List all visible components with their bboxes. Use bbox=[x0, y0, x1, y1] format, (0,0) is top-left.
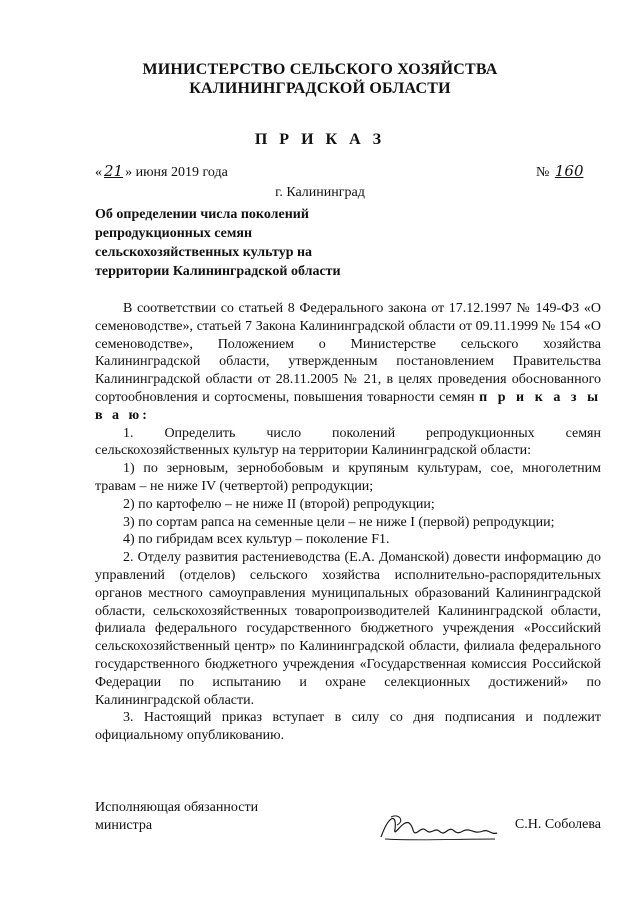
preamble-paragraph bbox=[95, 300, 601, 425]
subject-line: сельскохозяйственных культур на bbox=[95, 245, 313, 260]
subject-line: Об определении числа поколений bbox=[95, 207, 309, 222]
subject-line: репродукционных семян bbox=[95, 226, 253, 241]
signatory-name: С.Н. Соболева bbox=[514, 817, 601, 832]
item-3: 3. Настоящий приказ вступает в силу со дня подписания и подлежит официальному опубликованию. bbox=[95, 710, 601, 744]
ministry-line-1: МИНИСТЕРСТВО СЕЛЬСКОГО ХОЗЯЙСТВА bbox=[142, 61, 498, 78]
signature-block bbox=[95, 799, 601, 859]
document-city: г. Калининград bbox=[275, 185, 365, 200]
date-rest: » июня 2019 года bbox=[125, 165, 228, 180]
document-date bbox=[95, 162, 228, 181]
signatory-position bbox=[95, 799, 258, 835]
sub-item-3: 3) по сортам рапса на семенные цели – не ниже I (первой) репродукции; bbox=[123, 514, 555, 530]
handwritten-signature bbox=[375, 809, 505, 845]
number-value-handwritten: 160 bbox=[554, 162, 584, 180]
document-body bbox=[95, 300, 601, 745]
sub-item-4: 4) по гибридам всех культур – поколение F1. bbox=[123, 532, 390, 548]
position-line-2: министра bbox=[95, 818, 153, 833]
subject-line: территории Калининградской области bbox=[95, 264, 341, 279]
sub-item-1: 1) по зерновым, зернобобовым и крупяным культурам, сое, многолетним травам – не ниже IV (четвертой) репродукции; bbox=[95, 461, 601, 494]
number-prefix: № bbox=[536, 165, 550, 180]
position-line-1: Исполняющая обязанности bbox=[95, 800, 259, 815]
document-subject bbox=[95, 205, 395, 281]
ministry-line-2: КАЛИНИНГРАДСКОЙ ОБЛАСТИ bbox=[189, 80, 451, 97]
preamble-text: В соответствии со статьей 8 Федерального закона от 17.12.1997 № 149-ФЗ «О семеноводстве», статьей 7 Закона Калининградской области от 09.11.1999 № 154 «О семеноводстве», Положением о Министерстве сельского хозяйства Калининградской области, утвержденным постановлением Правительства Калининградской области от 28.11.2005 № 21, в целях проведения обоснованного сортообновления и сортосмены, повышения товарности семян bbox=[95, 301, 601, 405]
prikazyvayu-word: п р и к а з ы в а ю: bbox=[95, 389, 602, 423]
date-day-handwritten: 21 bbox=[104, 162, 124, 180]
item-2: 2. Отделу развития растениеводства (Е.А. Доманской) довести информацию до управлений (отделов) сельского хозяйства исполнительно-распорядительных органов местного самоуправления муниципальных образований Калининградской области, сельскохозяйственных товаропроизводителей Калининградской области, филиала федерального государственного бюджетного учреждения «Российский сельскохозяйственный центр» по Калининградской области, филиала федерального государственного бюджетного учреждения «Государственная комиссия Российской Федерации по испытанию и охране селекционных достижений» по Калининградской области. bbox=[95, 550, 601, 708]
document-number bbox=[536, 162, 603, 181]
ministry-header bbox=[0, 60, 640, 98]
document-type: П Р И К А З bbox=[254, 131, 386, 148]
item-1: 1. Определить число поколений репродукционных семян сельскохозяйственных культур на территории Калининградской области: bbox=[95, 425, 601, 459]
date-open-quote: « bbox=[95, 165, 102, 180]
sub-item-2: 2) по картофелю – не ниже II (второй) репродукции; bbox=[123, 496, 435, 512]
